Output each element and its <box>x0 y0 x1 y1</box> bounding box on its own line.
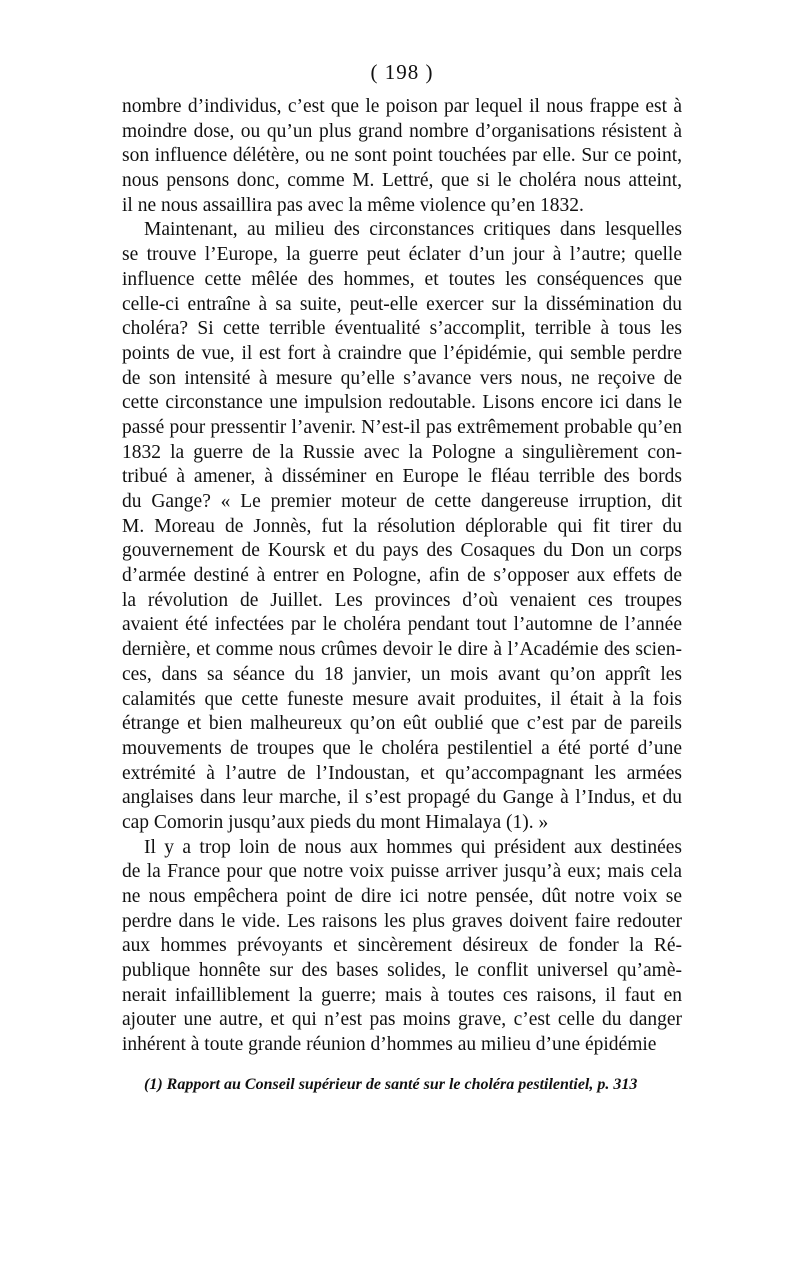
text-line: son influence délétère, ou ne sont point touchées par elle. Sur ce point, <box>122 145 682 167</box>
text-line: de son intensité à mesure qu’elle s’avance vers nous, ne reçoive de <box>122 367 682 389</box>
book-page <box>122 60 682 1096</box>
text-line: choléra? Si cette terrible éventualité s’accomplit, terrible à tous les <box>122 318 682 340</box>
paragraph <box>122 95 682 218</box>
text-line: tribué à amener, à disséminer en Europe le fléau terrible des bords <box>122 466 682 488</box>
text-line: extrémité à l’autre de l’Indoustan, et qu’accompagnant les armées <box>122 762 682 784</box>
text-line: 1832 la guerre de la Russie avec la Pologne a singulièrement con- <box>122 441 682 463</box>
text-line: celle-ci entraîne à sa suite, peut-elle exercer sur la dissémination du <box>122 293 682 315</box>
paragraph <box>122 218 682 835</box>
text-line: Maintenant, au milieu des circonstances critiques dans lesquelles <box>144 219 682 241</box>
text-line: aux hommes prévoyants et sincèrement désireux de fonder la Ré- <box>122 935 682 957</box>
text-line: calamités que cette funeste mesure avait produites, il était à la fois <box>122 688 682 710</box>
text-line: mouvements de troupes que le choléra pestilentiel a été porté d’une <box>122 737 682 759</box>
text-line: dernière, et comme nous crûmes devoir le dire à l’Académie des scien- <box>122 639 682 661</box>
text-line: passé pour pressentir l’avenir. N’est-il pas extrêmement probable qu’en <box>122 416 682 438</box>
text-line: il ne nous assaillira pas avec la même violence qu’en 1832. <box>122 194 584 216</box>
text-line: M. Moreau de Jonnès, fut la résolution déplorable qui fit tirer du <box>122 515 682 537</box>
text-line: nombre d’individus, c’est que le poison par lequel il nous frappe est à <box>122 96 682 117</box>
text-line: la révolution de Juillet. Les provinces d’où venaient ces troupes <box>122 589 682 611</box>
text-line: gouvernement de Koursk et du pays des Cosaques du Don un corps <box>122 540 682 562</box>
footnote: (1) Rapport au Conseil supérieur de santé sur le choléra pestilentiel, p. 313 <box>144 1075 638 1093</box>
text-line: anglaises dans leur marche, il s’est propagé du Gange à l’Indus, et du <box>122 787 682 809</box>
text-line: nous pensons donc, comme M. Lettré, que si le choléra nous atteint, <box>122 170 682 192</box>
text-line: se trouve l’Europe, la guerre peut éclater d’un jour à l’autre; quelle <box>122 244 682 266</box>
body-text <box>122 95 682 1058</box>
text-line: nerait infailliblement la guerre; mais à toutes ces raisons, il faut en <box>122 984 682 1006</box>
text-line: moindre dose, ou qu’un plus grand nombre d’organisations résistent à <box>122 120 682 142</box>
text-line: ne nous empêchera point de dire ici notre pensée, dût notre voix se <box>122 886 682 907</box>
text-line: Il y a trop loin de nous aux hommes qui président aux destinées <box>144 836 682 858</box>
text-line: cap Comorin jusqu’aux pieds du mont Himalaya (1). » <box>122 811 549 833</box>
text-line: cette circonstance une impulsion redoutable. Lisons encore ici dans le <box>122 392 682 414</box>
paragraph <box>122 836 682 1058</box>
page-number: ( 198 ) <box>370 60 434 84</box>
text-line: d’armée destiné à entrer en Pologne, afin de s’opposer aux effets de <box>122 565 682 587</box>
footnote-gap <box>122 1058 682 1074</box>
text-line: du Gange? « Le premier moteur de cette dangereuse irruption, dit <box>122 491 682 512</box>
text-line: de la France pour que notre voix puisse arriver jusqu’à eux; mais cela <box>122 861 682 883</box>
text-line: ajouter une autre, et qui n’est pas moins grave, c’est celle du danger <box>122 1009 682 1031</box>
text-line: étrange et bien malheureux qu’on eût oublié que c’est par de pareils <box>122 713 682 735</box>
text-line: points de vue, il est fort à craindre que l’épidémie, qui semble perdre <box>122 342 682 364</box>
text-line: perdre dans le vide. Les raisons les plus graves doivent faire redouter <box>122 910 682 932</box>
text-line: inhérent à toute grande réunion d’hommes au milieu d’une épidémie <box>122 1034 657 1056</box>
text-line: avaient été infectées par le choléra pendant tout l’automne de l’année <box>122 614 682 636</box>
text-line: ces, dans sa séance du 18 janvier, un mois avant qu’on apprît les <box>122 663 682 685</box>
text-line: publique honnête sur des bases solides, le conflit universel qu’amè- <box>122 960 682 982</box>
text-line: influence cette mêlée des hommes, et toutes les conséquences que <box>122 268 682 290</box>
